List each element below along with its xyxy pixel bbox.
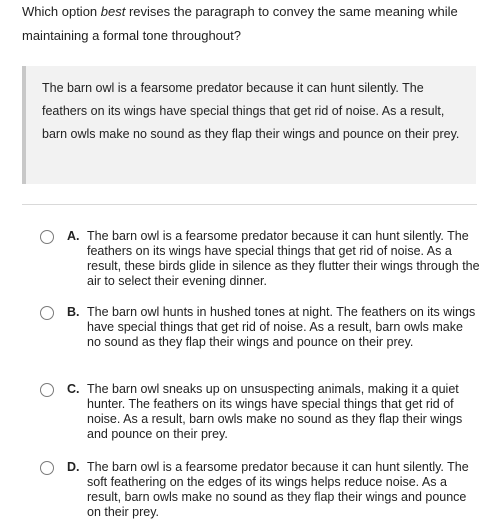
option-b-text: The barn owl hunts in hushed tones at night. The feathers on its wings have special things that get rid of noise. As a result, barn owls make no sound as they flap their wings and pounce on their prey.	[87, 305, 476, 349]
option-a-radio[interactable]	[40, 230, 54, 244]
option-c-text: The barn owl sneaks up on unsuspecting animals, making it a quiet hunter. The feathers on its wings have special things that get rid of noise. As a result, barn owls make no sound as they flap their wings and pounce on their prey.	[87, 382, 463, 441]
option-c-radio[interactable]	[40, 383, 54, 397]
option-d-text: The barn owl is a fearsome predator because it can hunt silently. The soft feathering on the edges of its wings helps reduce noise. As a result, barn owls make no sound as they flap their wings and pounce on their prey.	[87, 460, 469, 519]
question-suffix: revises the paragraph to convey the same meaning while maintaining a formal tone throughout?	[22, 4, 458, 43]
option-d-radio[interactable]	[40, 461, 54, 475]
option-b-letter: B.	[67, 305, 80, 319]
question-emphasis: best	[100, 4, 126, 19]
passage-box	[22, 66, 476, 184]
question-prefix: Which option	[22, 4, 101, 19]
question-text	[22, 0, 477, 48]
option-b-radio[interactable]	[40, 306, 54, 320]
option-d-letter: D.	[67, 460, 80, 474]
option-a-letter: A.	[67, 229, 80, 243]
passage-text: The barn owl is a fearsome predator because it can hunt silently. The feathers on its wings have special things that get rid of noise. As a result, barn owls make no sound as they flap their wings and pounce on their prey.	[42, 81, 460, 141]
divider	[22, 204, 477, 205]
option-a-text: The barn owl is a fearsome predator because it can hunt silently. The feathers on its wings have special things that get rid of noise. As a result, these birds glide in silence as they flutter their wings through the air to select their evening dinner.	[87, 229, 480, 288]
option-c-letter: C.	[67, 382, 80, 396]
